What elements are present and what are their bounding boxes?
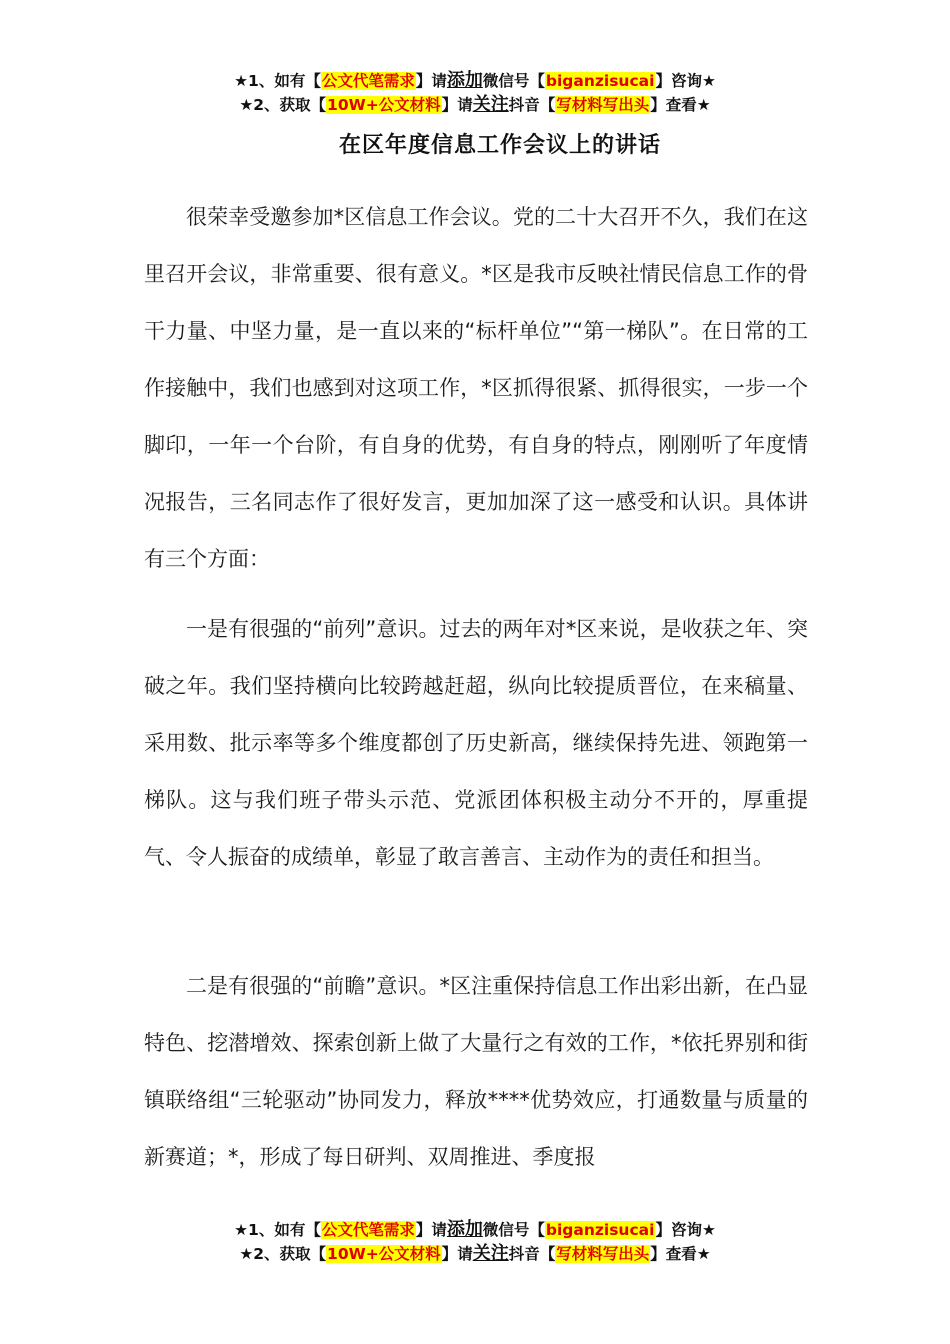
promo-text: ★1、如有【 [234,1221,321,1239]
promo-emphasis: 关注 [472,94,509,115]
promo-text: 】请 [441,96,473,114]
paragraph-text: 很荣幸受邀参加*区信息工作会议。党的二十大召开不久，我们在这里召开会议，非常重要、很有意义。*区是我市反映社情民信息工作的骨干力量、中坚力量，是一直以来的“标杆单位”“第一梯队”。在日常的工作接触中，我们也感到对这项工作，*区抓得很紧、抓得很实，一步一个脚印，一年一个台阶，有自身的优势，有自身的特点，刚刚听了年度情况报告，三名同志作了很好发言，更加加深了这一感受和认识。具体讲有三个方面： [144,205,808,571]
promo-line-2 [0,1242,950,1266]
promo-line-1 [0,69,950,93]
promo-text: 】查看★ [650,96,711,114]
promo-text: 】咨询★ [655,72,716,90]
promo-text: 抖音【 [508,96,556,114]
promo-highlight: 10W+公文材料 [327,96,441,114]
document-title: 在区年度信息工作会议上的讲话 [338,133,661,158]
promo-highlight: 公文代笔需求 [321,72,415,90]
promo-text: 抖音【 [508,1245,556,1263]
promo-text: 】请 [415,1221,447,1239]
promo-emphasis: 添加 [446,1219,483,1240]
promo-text: 微信号【 [482,72,545,90]
promo-highlight: biganzisucai [545,1221,655,1239]
body-paragraph-1 [144,189,808,588]
promo-banner-bottom [0,1218,950,1266]
promo-text: ★2、获取【 [239,96,327,114]
promo-text: 】请 [415,72,447,90]
promo-highlight: 写材料写出头 [556,96,650,114]
body-paragraph-2 [144,601,808,886]
promo-highlight: 写材料写出头 [556,1245,650,1263]
promo-line-2 [0,93,950,117]
promo-text: ★1、如有【 [234,72,321,90]
promo-text: ★2、获取【 [239,1245,327,1263]
paragraph-text: 二是有很强的“前瞻”意识。*区注重保持信息工作出彩出新，在凸显特色、挖潜增效、探索创新上做了大量行之有效的工作，*依托界别和街镇联络组“三轮驱动”协同发力，释放****优势效应，打通数量与质量的新赛道；*，形成了每日研判、双周推进、季度报 [144,974,808,1169]
promo-text: 】咨询★ [655,1221,716,1239]
promo-line-1 [0,1218,950,1242]
promo-text: 】请 [441,1245,473,1263]
promo-highlight: biganzisucai [545,72,655,90]
paragraph-text: 一是有很强的“前列”意识。过去的两年对*区来说，是收获之年、突破之年。我们坚持横向比较跨越赶超，纵向比较提质晋位，在来稿量、采用数、批示率等多个维度都创了历史新高，继续保持先进、领跑第一梯队。这与我们班子带头示范、党派团体积极主动分不开的，厚重提气、令人振奋的成绩单，彰显了敢言善言、主动作为的责任和担当。 [144,617,808,869]
promo-text: 微信号【 [482,1221,545,1239]
promo-banner-top [0,69,950,117]
promo-emphasis: 关注 [472,1243,509,1264]
promo-emphasis: 添加 [446,70,483,91]
promo-text: 】查看★ [650,1245,711,1263]
promo-highlight: 10W+公文材料 [327,1245,441,1263]
body-paragraph-3 [144,958,808,1186]
promo-highlight: 公文代笔需求 [321,1221,415,1239]
